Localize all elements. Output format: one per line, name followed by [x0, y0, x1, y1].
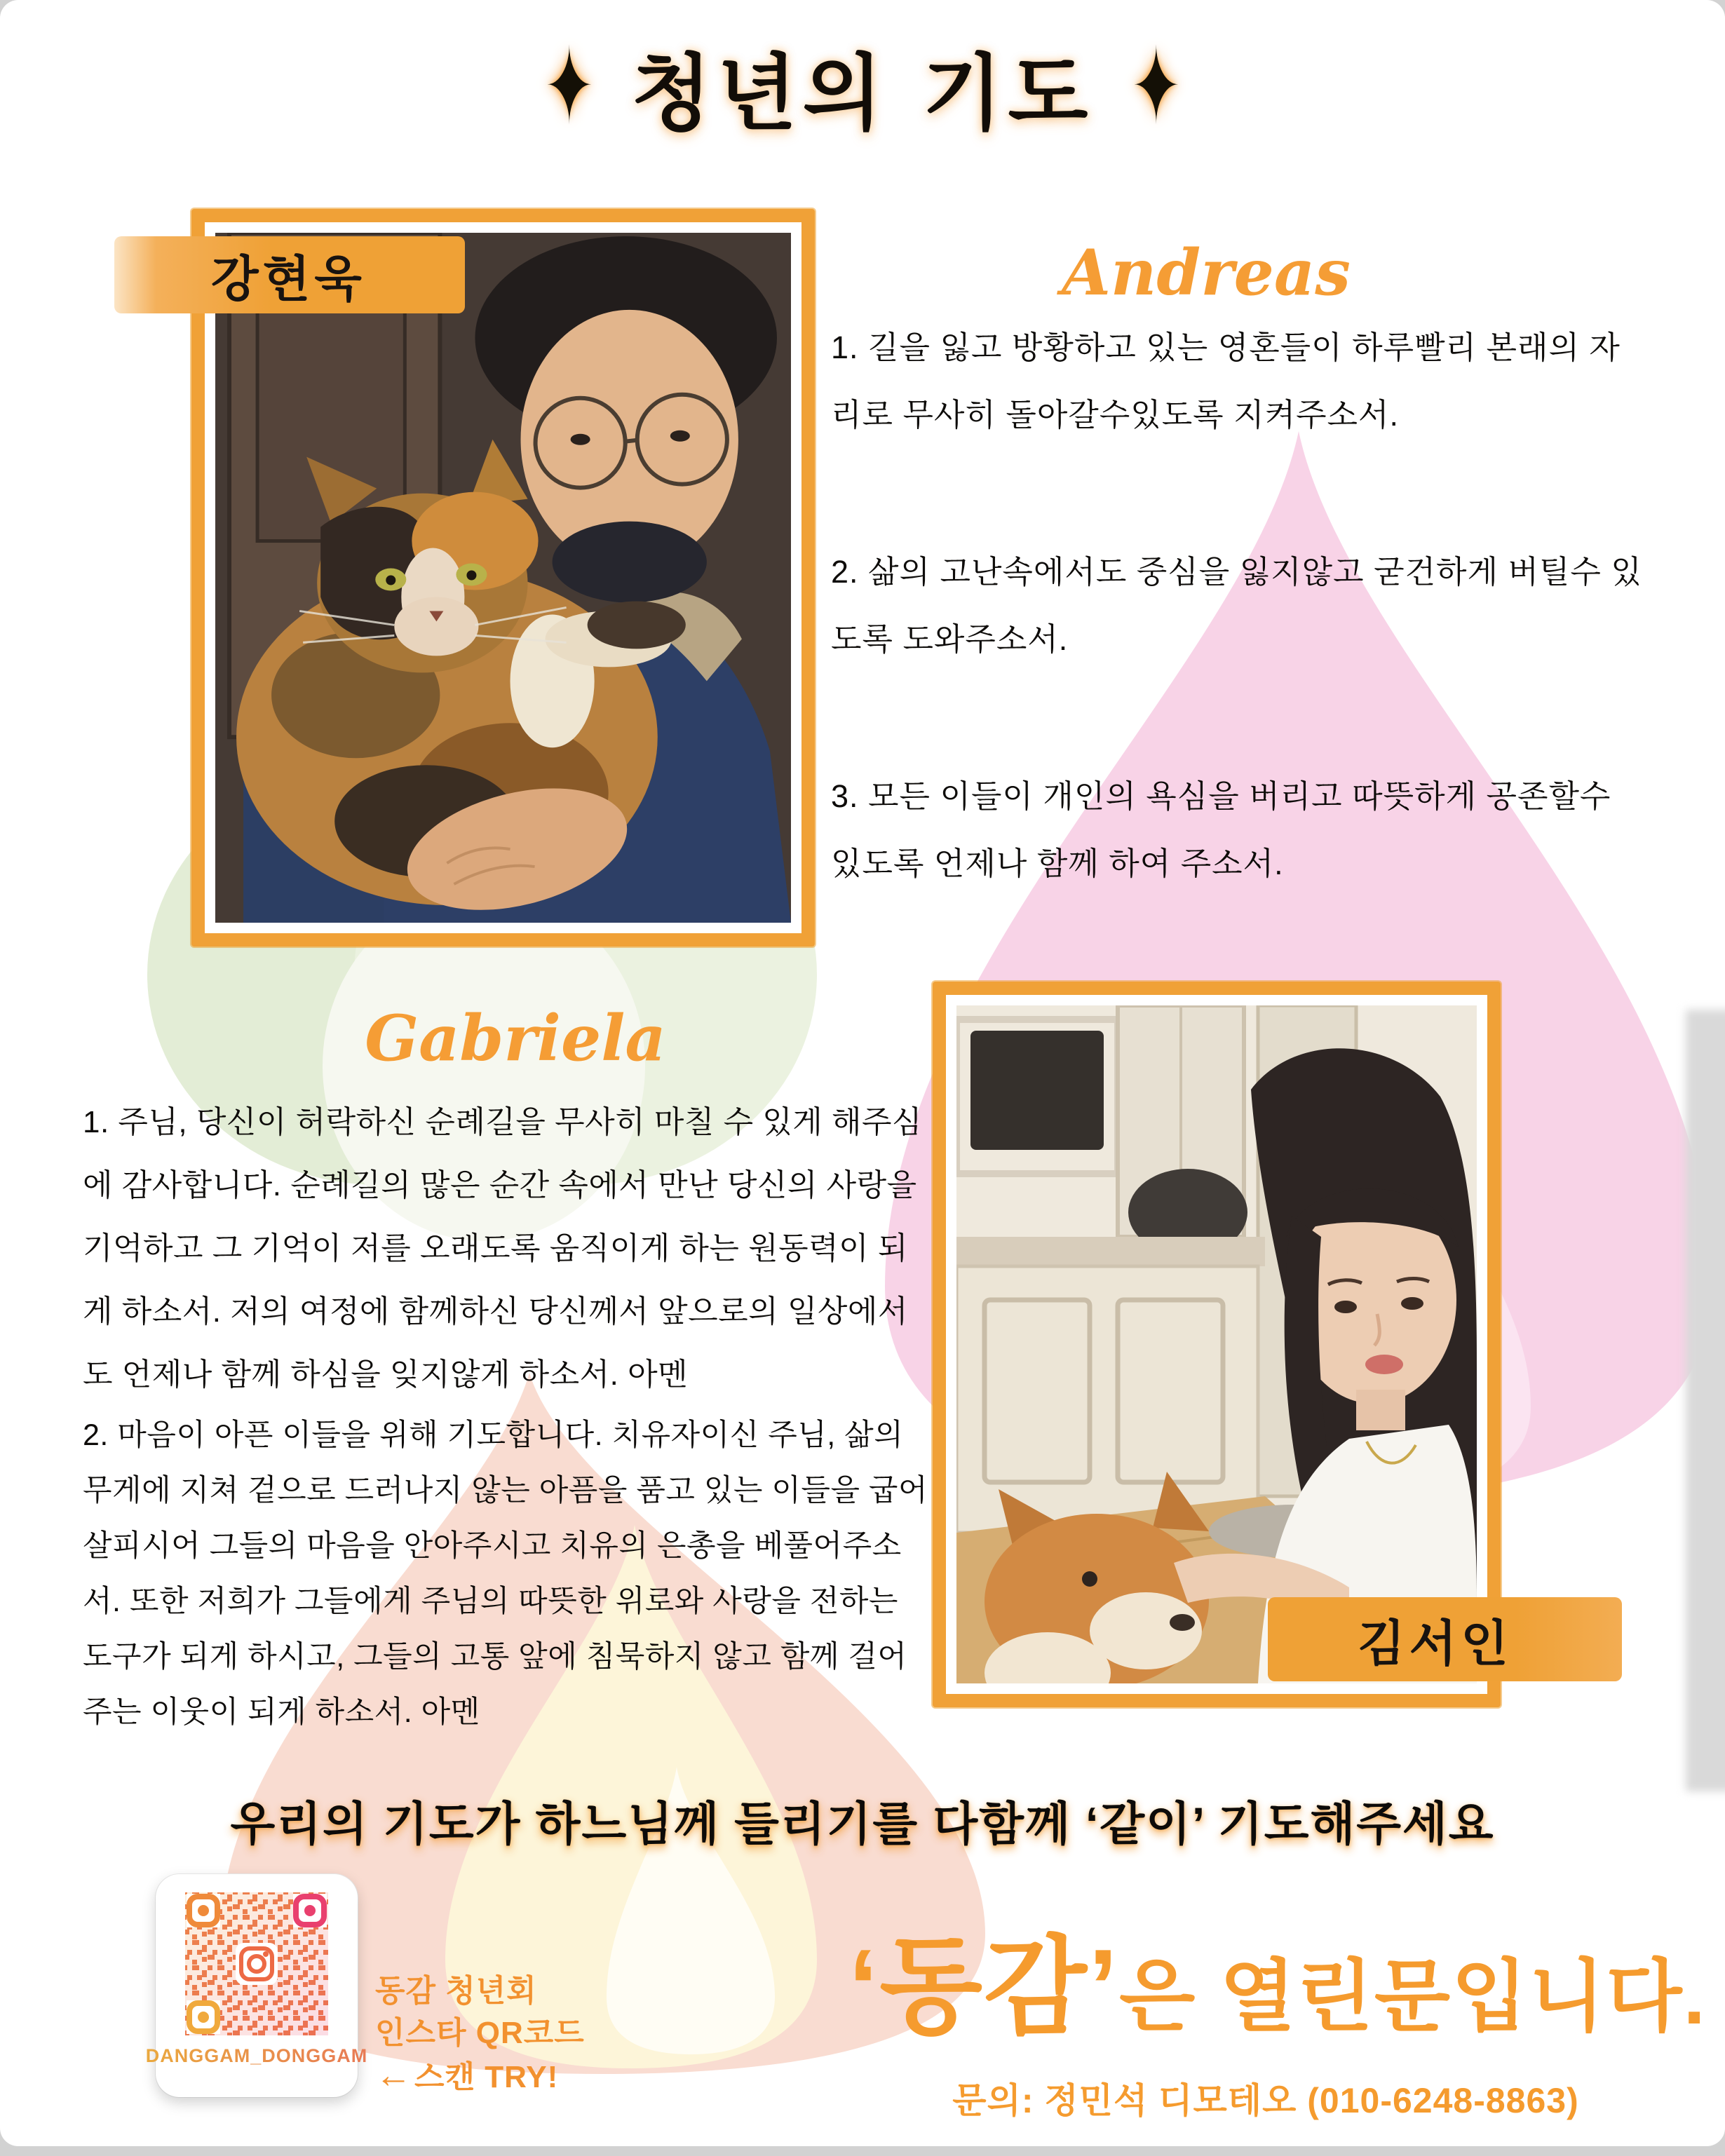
left-arrow-icon: ← [375, 2055, 407, 2096]
qr-caption-line [375, 2054, 585, 2099]
sparkle-icon: ✦ [1131, 27, 1180, 145]
prayer-list-gabriela [83, 1091, 928, 1740]
prayer-list-andreas [831, 314, 1648, 987]
slogan-rest: 은 열린문입니다. [1119, 1953, 1707, 2040]
prayer-item: 2. 삶의 고난속에서도 중심을 잃지않고 굳건하게 버틸수 있도록 도와주소서. [831, 554, 1642, 657]
member-name-label: 강현욱 [211, 251, 366, 306]
instagram-icon [236, 1943, 278, 1985]
photo-woman-with-dog [956, 1005, 1477, 1683]
sparkle-icon: ✦ [545, 27, 594, 145]
instagram-handle: DANGGAM_DONGGAM [145, 2045, 368, 2066]
prayer-item: 2. 마음이 아픈 이들을 위해 기도합니다. 치유자이신 주님, 삶의 무게에 지쳐 겉으로 드러나지 않는 아픔을 품고 있는 이들을 굽어 살피시어 그들의 마음을 안아주시고 치유의 은총을 베풀어주소서. 또한 저희가 그들에게 주님의 따뜻한 위로와 사랑을 전하는 도구가 되게 하시고, 그들의 고통 앞에 침묵하지 않고 함께 걸어주는 이웃이 되게 하소서. 아멘 [83, 1418, 928, 1729]
slogan [848, 1901, 1707, 2123]
contact-info: 문의: 정민석 디모테오 (010-6248-8863) [952, 2081, 1579, 2120]
slogan-text [848, 1901, 1707, 2054]
qr-caption-line: 인스타 QR코드 [375, 2016, 585, 2050]
photo-man-with-cat [215, 233, 791, 923]
page-edge-shadow [1686, 1010, 1725, 1791]
qr-card[interactable] [145, 1874, 368, 2097]
name-band-kim-seoin [1268, 1597, 1622, 1681]
qr-code[interactable] [182, 1890, 331, 2038]
qr-scan-label: 스캔 TRY! [414, 2060, 559, 2094]
page-title-text: 청년의 기도 [631, 44, 1094, 142]
page-title [0, 6, 1725, 167]
photo-frame-kang-hyunwook [191, 209, 815, 947]
member-name-label: 김서인 [1358, 1615, 1513, 1671]
prayer-item: 3. 모든 이들이 개인의 욕심을 버리고 따뜻하게 공존할수 있도록 언제나 함께 하여 주소서. [831, 778, 1611, 881]
name-band-kang-hyunwook [114, 236, 465, 313]
qr-caption-line: 동감 청년회 [375, 1974, 537, 2008]
prayer-item: 1. 길을 잃고 방황하고 있는 영혼들이 하루빨리 본래의 자리로 무사히 돌아갈수있도록 지켜주소서. [831, 330, 1621, 433]
prayer-item: 1. 주님, 당신이 허락하신 순례길을 무사히 마칠 수 있게 해주심에 감사합니다. 순례길의 많은 순간 속에서 만난 당신의 사랑을 기억하고 그 기억이 저를 오래도록 움직이게 하는 원동력이 되게 하소서. 저의 여정에 함께하신 당신께서 앞으로의 일상에서도 언제나 함께 하심을 잊지않게 하소서. 아멘 [83, 1105, 923, 1392]
call-to-action: 우리의 기도가 하느님께 들리기를 다함께 ‘같이’ 기도해주세요 [230, 1798, 1495, 1850]
slogan-emphasis: ‘동감’ [848, 1927, 1120, 2047]
baptismal-name-andreas: Andreas [1062, 236, 1351, 310]
qr-captions [375, 1970, 585, 2099]
baptismal-name-gabriela: Gabriela [365, 1001, 666, 1076]
